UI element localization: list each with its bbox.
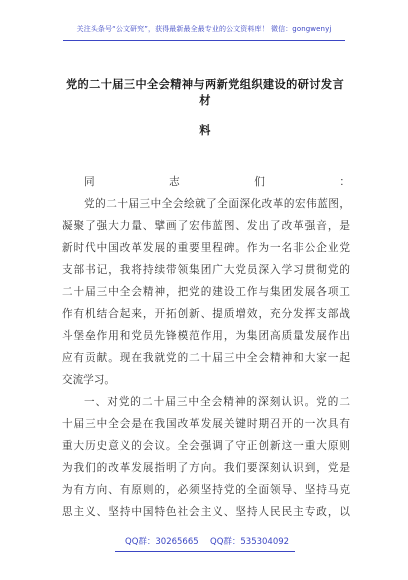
paragraph-line: 作有机结合起来，开拓创新、提质增效，充分发挥支部战 <box>62 308 350 320</box>
document-title-line-2: 料 <box>199 124 211 137</box>
paragraph-line: 新时代中国改革发展的重要里程碑。作为一名非公企业党 <box>62 242 350 254</box>
footer-qq-group-1: QQ群：30265665 <box>125 537 199 547</box>
paragraph-line: 一、对党的二十届三中全会精神的深刻认识。党的二 <box>84 396 350 408</box>
paragraph-line: 交流学习。 <box>62 374 115 386</box>
banner-divider <box>63 40 345 41</box>
footer-qq-group-2: QQ群：535304092 <box>210 537 290 547</box>
paragraph-line: 重大历史意义的会议。全会强调了守正创新这一重大原则 <box>62 440 350 452</box>
paragraph-line: 党的二十届三中全会绘就了全面深化改革的宏伟蓝图， <box>84 198 350 210</box>
footer-divider <box>115 551 295 552</box>
footer <box>0 535 408 549</box>
paragraph-line: 支部书记，我将持续带领集团广大党员深入学习贯彻党的 <box>62 264 350 276</box>
paragraph-line: 应有贡献。现在我就党的二十届三中全会精神和大家一起 <box>62 352 350 364</box>
paragraph-line: 为有方向、有原则的，必须坚持党的全面领导、坚持马克 <box>62 484 350 496</box>
paragraph-line: 斗堡垒作用和党员先锋模范作用，为集团高质量发展作出 <box>62 330 350 342</box>
paragraph-line: 十届三中全会是在我国改革发展关键时期召开的一次具有 <box>62 418 350 430</box>
paragraph-line: 为我们的改革发展指明了方向。我们要深刻认识到，党是 <box>62 462 350 474</box>
greeting: 同志们： <box>84 176 350 188</box>
document-title-line-1: 党的二十届三中全会精神与两新党组织建设的研讨发言材 <box>65 78 345 107</box>
paragraph-line: 二十届三中全会精神，把党的建设工作与集团发展各项工 <box>62 286 350 298</box>
paragraph-line: 思主义、坚持中国特色社会主义、坚持人民民主专政，以 <box>62 506 350 518</box>
banner-text: 关注头条号“公文研究”，获得最新最全最专业的公文资料库！ 微信：gongwenyj <box>76 25 332 33</box>
paragraph-line: 凝聚了强大力量、擘画了宏伟蓝图、发出了改革强音，是 <box>62 220 350 232</box>
